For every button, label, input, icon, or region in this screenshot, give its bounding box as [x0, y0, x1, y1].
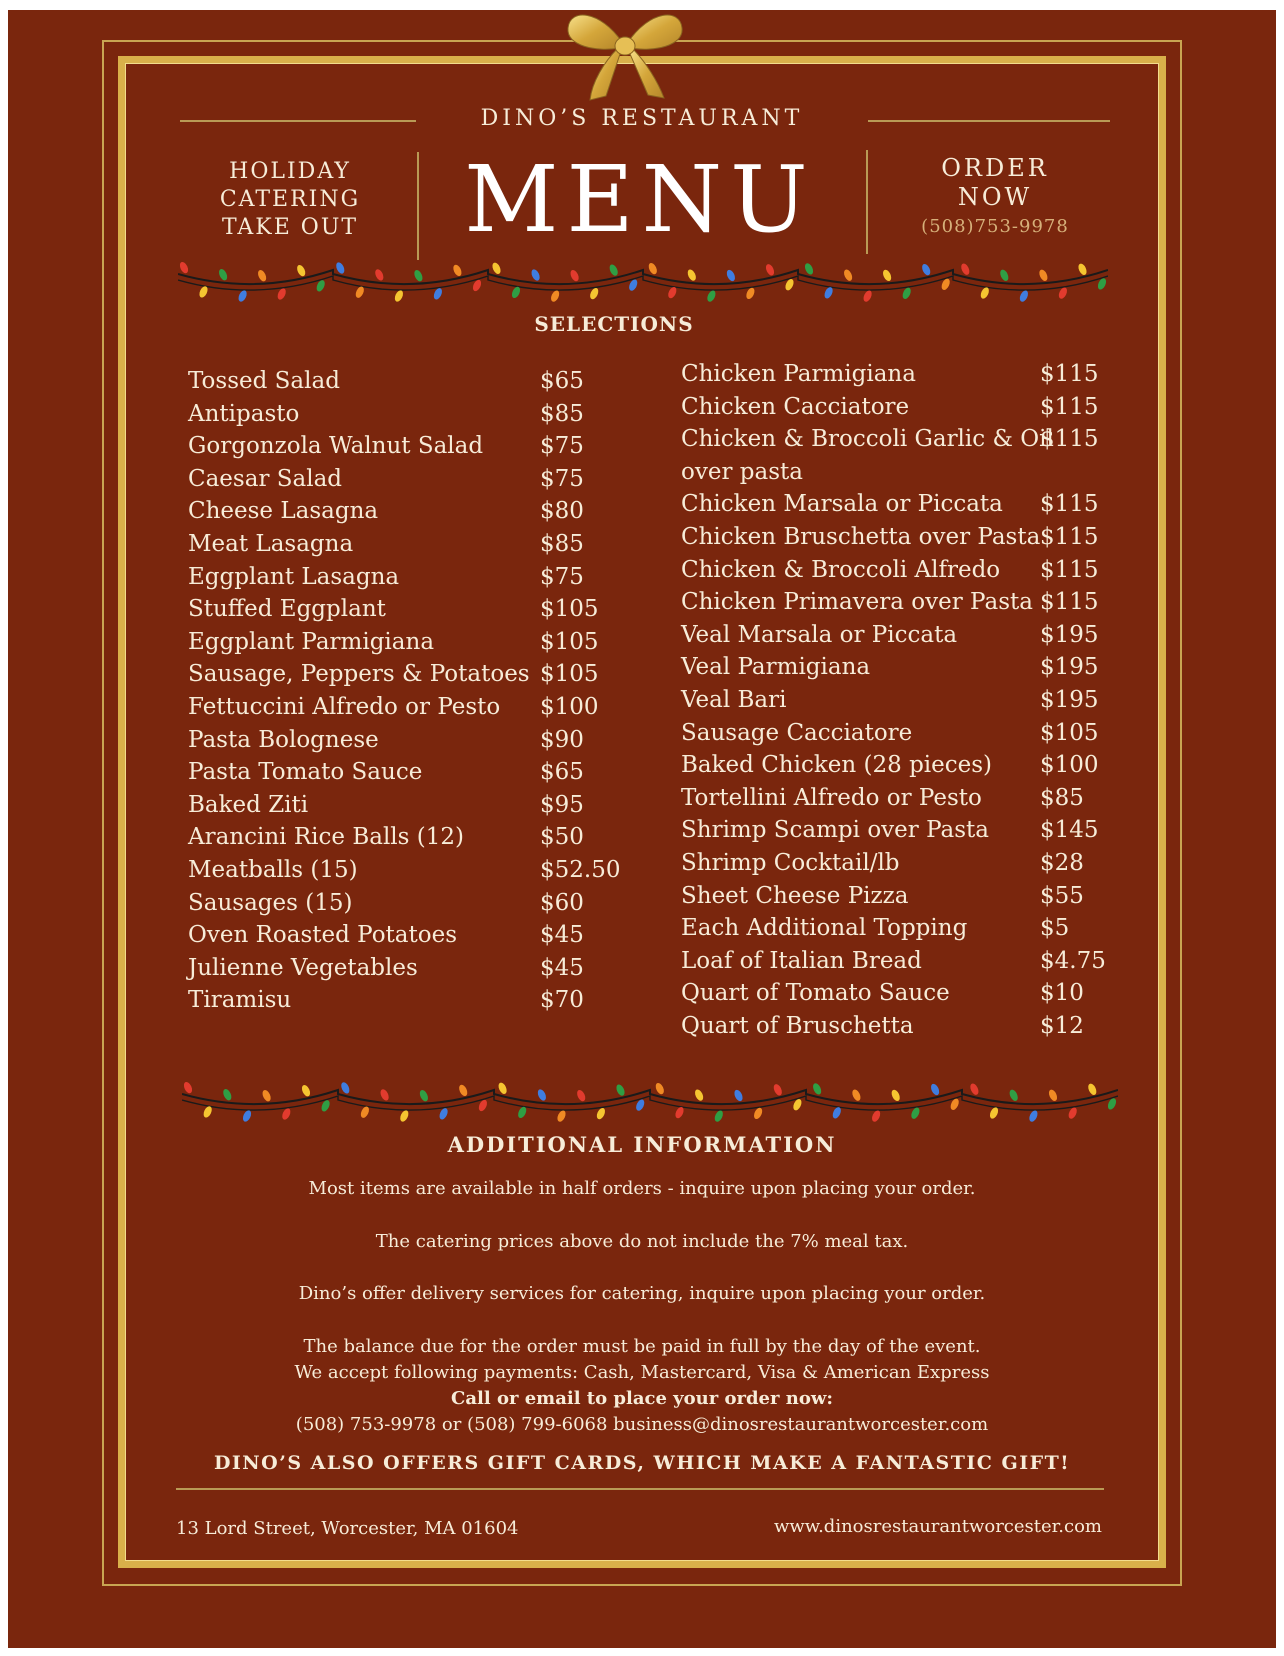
service-holiday: HOLIDAY: [229, 159, 351, 184]
light-bulb-icon: [457, 1083, 468, 1097]
light-bulb-icon: [300, 1084, 311, 1098]
item-name: Antipasto: [188, 400, 300, 427]
light-bulb-icon: [969, 1082, 980, 1096]
item-name: Baked Ziti: [188, 791, 309, 818]
item-name: Arancini Rice Balls (12): [188, 824, 464, 851]
item-name: Eggplant Parmigiana: [188, 628, 435, 655]
string-lights-top-icon: [178, 252, 1108, 314]
light-bulb-icon: [764, 263, 775, 277]
info-call-email: Call or email to place your order now:: [451, 1388, 833, 1409]
selections-heading: SELECTIONS: [534, 312, 694, 336]
light-bulb-icon: [530, 268, 541, 282]
light-bulb-icon: [870, 1109, 881, 1123]
light-bulb-icon: [803, 262, 814, 276]
item-name: over pasta: [681, 458, 803, 485]
footer-rule: [176, 1488, 1104, 1490]
item-price: $100: [1040, 752, 1099, 779]
item-price: $100: [540, 693, 599, 720]
item-name: Julienne Vegetables: [188, 954, 418, 981]
item-price: $85: [540, 530, 584, 557]
item-price: $12: [1040, 1012, 1084, 1039]
item-price: $85: [1040, 784, 1084, 811]
light-bulb-icon: [276, 287, 287, 301]
light-bulb-icon: [881, 268, 892, 282]
item-price: $70: [540, 987, 584, 1014]
item-name: Pasta Tomato Sauce: [188, 759, 423, 786]
header-rule-left: [180, 120, 416, 122]
light-bulb-icon: [281, 1107, 292, 1121]
light-bulb-icon: [256, 269, 267, 283]
light-bulb-icon: [733, 1089, 744, 1103]
item-price: $52.50: [540, 856, 621, 883]
item-name: Pasta Bolognese: [188, 726, 379, 753]
item-name: Meatballs (15): [188, 856, 358, 883]
light-bulb-icon: [1028, 1109, 1039, 1123]
item-name: Baked Chicken (28 pieces): [681, 752, 993, 779]
item-price: $55: [1040, 882, 1084, 909]
item-price: $105: [540, 628, 599, 655]
item-price: $115: [1040, 491, 1099, 518]
light-bulb-icon: [556, 1109, 567, 1123]
order-phone: (508)753-9978: [921, 216, 1069, 237]
item-price: $80: [540, 498, 584, 525]
header-rule-right: [868, 120, 1110, 122]
item-name: Gorgonzola Walnut Salad: [188, 433, 484, 460]
light-bulb-icon: [693, 1088, 704, 1102]
item-name: Sausage, Peppers & Potatoes: [188, 661, 530, 688]
light-bulb-icon: [241, 1109, 252, 1123]
light-bulb-icon: [575, 1089, 586, 1103]
light-bulb-icon: [295, 264, 306, 278]
light-bulb-icon: [374, 268, 385, 282]
light-bulb-icon: [452, 263, 463, 277]
item-price: $195: [1040, 686, 1099, 713]
info-delivery: Dino’s offer delivery services for catering, inquire upon placing your order.: [298, 1283, 986, 1304]
item-price: $115: [1040, 361, 1099, 387]
gold-bow-icon: [560, 0, 690, 105]
info-meal-tax: The catering prices above do not include the 7% meal tax.: [375, 1231, 909, 1252]
service-catering: CATERING: [219, 187, 361, 212]
footer-address: 13 Lord Street, Worcester, MA 01604: [176, 1518, 519, 1539]
light-bulb-icon: [237, 289, 248, 303]
item-name: Quart of Bruschetta: [681, 1012, 914, 1039]
item-price: $5: [1040, 915, 1070, 942]
item-name: Tiramisu: [188, 987, 292, 1014]
item-price: $65: [540, 368, 584, 394]
light-bulb-icon: [1087, 1082, 1098, 1096]
item-name: Veal Parmigiana: [681, 654, 871, 681]
item-name: Chicken Primavera over Pasta: [681, 589, 1033, 616]
order-now-box: [880, 154, 1110, 241]
item-name: Chicken & Broccoli Garlic & Oil: [681, 426, 1054, 453]
item-price: $115: [1040, 393, 1099, 420]
item-name: Chicken Cacciatore: [681, 393, 910, 420]
item-name: Shrimp Scampi over Pasta: [681, 817, 989, 844]
light-bulb-icon: [413, 269, 424, 283]
light-bulb-icon: [222, 1088, 233, 1102]
light-bulb-icon: [178, 261, 189, 275]
item-price: $105: [540, 596, 599, 623]
order-label: ORDER: [941, 154, 1049, 182]
service-types: [170, 158, 410, 242]
light-bulb-icon: [340, 1081, 351, 1095]
restaurant-name: DINO’S RESTAURANT: [480, 106, 804, 131]
light-bulb-icon: [569, 269, 580, 283]
string-lights-bottom-icon: [182, 1072, 1118, 1134]
light-bulb-icon: [1008, 1088, 1019, 1102]
item-price: $115: [1040, 556, 1099, 583]
item-price: $28: [1040, 849, 1084, 876]
item-name: Sheet Cheese Pizza: [681, 882, 909, 909]
light-bulb-icon: [217, 268, 228, 282]
light-bulb-icon: [647, 262, 658, 276]
info-payments: We accept following payments: Cash, Mastercard, Visa & American Express: [294, 1362, 990, 1383]
light-bulb-icon: [335, 261, 346, 275]
item-price: $195: [1040, 654, 1099, 681]
additional-info-heading: ADDITIONAL INFORMATION: [447, 1132, 837, 1157]
item-name: Sausages (15): [188, 889, 353, 916]
light-bulb-icon: [920, 263, 931, 277]
item-price: $75: [540, 433, 584, 460]
item-name: Sausage Cacciatore: [681, 719, 913, 746]
item-name: Stuffed Eggplant: [188, 596, 386, 623]
info-contact: (508) 753-9978 or (508) 799-6068 business@dinosrestaurantworcester.com: [295, 1414, 989, 1435]
header-divider-left: [417, 152, 419, 260]
light-bulb-icon: [536, 1088, 547, 1102]
light-bulb-icon: [1038, 268, 1049, 282]
light-bulb-icon: [811, 1082, 822, 1096]
light-bulb-icon: [491, 261, 502, 275]
info-half-orders: Most items are available in half orders - inquire upon placing your order.: [308, 1178, 976, 1199]
light-bulb-icon: [615, 1083, 626, 1097]
item-price: $60: [540, 889, 584, 916]
light-bulb-icon: [399, 1109, 410, 1123]
item-price: $45: [540, 922, 584, 949]
info-balance: The balance due for the order must be paid in full by the day of the event.: [303, 1336, 981, 1357]
item-price: $115: [1040, 589, 1099, 616]
light-bulb-icon: [497, 1081, 508, 1095]
item-name: Meat Lasagna: [188, 530, 354, 557]
item-name: Chicken & Broccoli Alfredo: [681, 556, 1001, 583]
item-price: $115: [1040, 523, 1099, 550]
light-bulb-icon: [713, 1109, 724, 1123]
light-bulb-icon: [182, 1081, 193, 1095]
light-bulb-icon: [608, 263, 619, 277]
item-name: Cheese Lasagna: [188, 498, 379, 525]
light-bulb-icon: [772, 1083, 783, 1097]
item-name: Loaf of Italian Bread: [681, 947, 922, 974]
item-price: $10: [1040, 980, 1084, 1007]
item-price: $95: [540, 791, 584, 818]
menu-title: MENU: [464, 146, 816, 253]
item-name: Each Additional Topping: [681, 915, 968, 942]
light-bulb-icon: [1077, 262, 1088, 276]
item-name: Shrimp Cocktail/lb: [681, 849, 900, 876]
item-name: Tortellini Alfredo or Pesto: [681, 784, 982, 811]
item-name: Eggplant Lasagna: [188, 563, 400, 590]
item-price: $145: [1040, 817, 1099, 844]
item-price: $45: [540, 954, 584, 981]
light-bulb-icon: [960, 262, 971, 276]
item-name: Quart of Tomato Sauce: [681, 980, 950, 1007]
item-name: Veal Marsala or Piccata: [681, 621, 958, 648]
light-bulb-icon: [725, 269, 736, 283]
light-bulb-icon: [418, 1089, 429, 1103]
light-bulb-icon: [1047, 1088, 1058, 1102]
light-bulb-icon: [999, 268, 1010, 282]
item-price: $105: [1040, 719, 1099, 746]
item-name: Fettuccini Alfredo or Pesto: [188, 693, 501, 720]
item-price: $85: [540, 400, 584, 427]
item-price: $75: [540, 465, 584, 492]
footer-website: www.dinosrestaurantworcester.com: [773, 1516, 1102, 1537]
item-price: $90: [540, 726, 584, 753]
item-price: $50: [540, 824, 584, 851]
light-bulb-icon: [549, 289, 560, 303]
item-price: $65: [540, 759, 584, 786]
light-bulb-icon: [706, 289, 717, 303]
light-bulb-icon: [842, 268, 853, 282]
item-price: $115: [1040, 426, 1099, 453]
item-name: Tossed Salad: [188, 368, 340, 394]
light-bulb-icon: [393, 289, 404, 303]
service-takeout: TAKE OUT: [221, 215, 359, 240]
light-bulb-icon: [851, 1088, 862, 1102]
item-name: Chicken Marsala or Piccata: [681, 491, 1003, 518]
light-bulb-icon: [379, 1088, 390, 1102]
light-bulb-icon: [654, 1082, 665, 1096]
light-bulb-icon: [862, 289, 873, 303]
item-name: Oven Roasted Potatoes: [188, 922, 458, 949]
item-price: $195: [1040, 621, 1099, 648]
gift-cards-note: DINO’S ALSO OFFERS GIFT CARDS, WHICH MAKE A FANTASTIC GIFT!: [213, 1452, 1071, 1474]
item-name: Chicken Parmigiana: [681, 361, 916, 387]
light-bulb-icon: [686, 268, 697, 282]
now-label: NOW: [957, 183, 1033, 211]
item-price: $75: [540, 563, 584, 590]
item-name: Veal Bari: [681, 686, 787, 713]
light-bulb-icon: [261, 1089, 272, 1103]
light-bulb-icon: [1018, 289, 1029, 303]
item-name: Caesar Salad: [188, 465, 343, 492]
item-price: $4.75: [1040, 947, 1106, 974]
light-bulb-icon: [929, 1083, 940, 1097]
light-bulb-icon: [890, 1088, 901, 1102]
item-price: $105: [540, 661, 599, 688]
item-name: Chicken Bruschetta over Pasta: [681, 523, 1041, 550]
header-divider-right: [866, 150, 868, 254]
